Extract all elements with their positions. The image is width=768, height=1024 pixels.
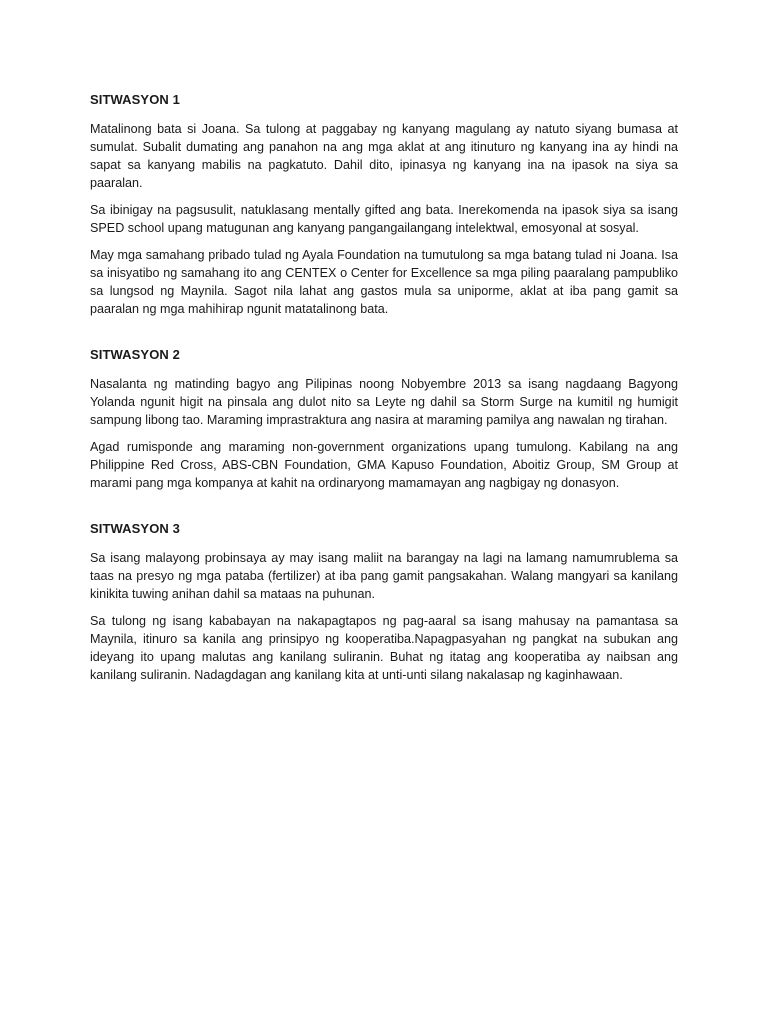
paragraph: Agad rumisponde ang maraming non-government organizations upang tumulong. Kabilang na ang Philippine Red Cross, ABS-CBN Foundation, GMA Kapuso Foundation, Aboitiz Group, SM Group at marami pang mga kompanya at kahit na ordinaryong mamamayan ang nagbigay ng donasyon. xyxy=(90,440,678,490)
section-sitwasyon-2 xyxy=(90,346,678,492)
paragraph: Matalinong bata si Joana. Sa tulong at paggabay ng kanyang magulang ay natuto siyang bumasa at sumulat. Subalit dumating ang panahon na ang mga aklat at ang itinuturo ng kanyang ina ay hindi na sapat sa kanyang mabilis na pagkatuto. Dahil dito, ipinasya ng kanyang ina na ipasok na siya sa paaralan. xyxy=(90,122,678,190)
paragraph: Sa isang malayong probinsaya ay may isang maliit na barangay na lagi na lamang namumrublema sa taas na presyo ng mga pataba (fertilizer) at iba pang gamit pangsakahan. Walang mangyari sa kanilang kinikita tuwing anihan dahil sa mataas na puhunan. xyxy=(90,551,678,601)
paragraph: Sa tulong ng isang kababayan na nakapagtapos ng pag-aaral sa isang mahusay na pamantasa sa Maynila, itinuro sa kanila ang prinsipyo ng kooperatiba.Napagpasyahan ng pangkat na subukan ang ideyang ito upang malutas ang kanilang suliranin. Buhat ng itatag ang kooperatiba ay naibsan ang kanilang suliranin. Nadagdagan ang kanilang kita at unti-unti silang nakalasap ng kaginhawaan. xyxy=(90,614,678,682)
paragraph: May mga samahang pribado tulad ng Ayala Foundation na tumutulong sa mga batang tulad ni Joana. Isa sa inisyatibo ng samahang ito ang CENTEX o Center for Excellence sa mga piling paaralang pampubliko sa lungsod ng Maynila. Sagot nila lahat ang gastos mula sa uniporme, aklat at iba pang gamit sa paaralan ng mga mahihirap ngunit matatalinong bata. xyxy=(90,248,678,316)
section-heading: SITWASYON 2 xyxy=(90,347,180,362)
document-page xyxy=(90,91,678,684)
section-heading: SITWASYON 3 xyxy=(90,521,180,536)
section-sitwasyon-1 xyxy=(90,91,678,318)
section-sitwasyon-3 xyxy=(90,520,678,684)
paragraph: Sa ibinigay na pagsusulit, natuklasang mentally gifted ang bata. Inerekomenda na ipasok siya sa isang SPED school upang matugunan ang kanyang pangangailangang intelektwal, emosyonal at sosyal. xyxy=(90,203,678,235)
section-heading: SITWASYON 1 xyxy=(90,92,180,107)
paragraph: Nasalanta ng matinding bagyo ang Pilipinas noong Nobyembre 2013 sa isang nagdaang Bagyong Yolanda ngunit higit na pinsala ang dulot nito sa Leyte ng dahil sa Storm Surge na kumitil ng humigit sampung libong tao. Maraming imprastraktura ang nasira at maraming pamilya ang nawalan ng tirahan. xyxy=(90,377,678,427)
